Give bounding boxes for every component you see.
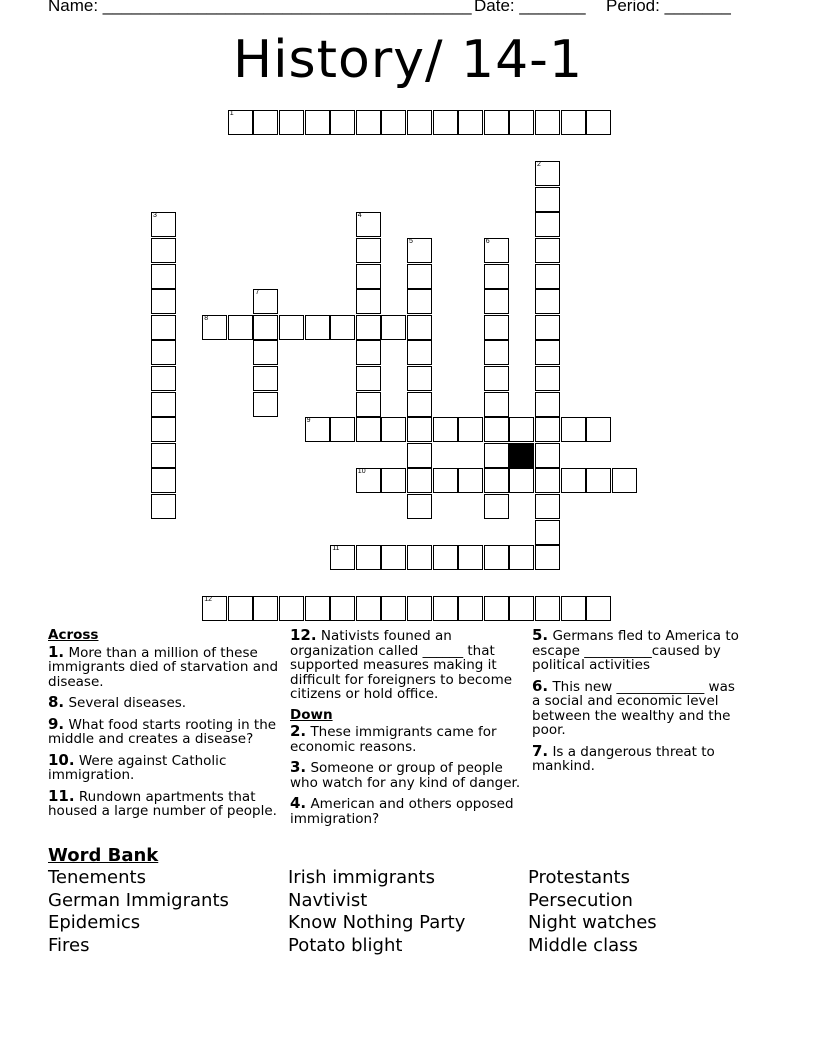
grid-cell[interactable]	[253, 110, 278, 135]
word-bank-item: Potato blight	[288, 934, 403, 956]
clues-column-3	[532, 628, 747, 780]
grid-cell[interactable]	[407, 110, 432, 135]
word-bank-item: Middle class	[528, 934, 638, 956]
grid-cell[interactable]	[586, 110, 611, 135]
grid-cell[interactable]	[484, 417, 509, 442]
grid-cell[interactable]	[484, 110, 509, 135]
grid-cell[interactable]	[433, 596, 458, 621]
name-field[interactable]: Name: _______________________________________	[48, 0, 472, 15]
grid-cell[interactable]	[305, 596, 330, 621]
word-bank-column-2	[288, 867, 465, 957]
grid-clue-number: 12	[204, 596, 212, 604]
grid-cell[interactable]	[407, 417, 432, 442]
grid-cell[interactable]	[433, 110, 458, 135]
clue-down-3: 3. Someone or group of people who watch for any kind of danger.	[290, 758, 521, 791]
grid-cell[interactable]	[151, 443, 176, 468]
grid-cell[interactable]	[535, 212, 560, 237]
grid-cell[interactable]	[586, 417, 611, 442]
grid-block	[509, 443, 534, 468]
clue-down-4: 4. American and others opposed immigration?	[290, 794, 514, 827]
grid-cell[interactable]	[151, 366, 176, 391]
grid-clue-number: 7	[255, 289, 260, 297]
grid-cell[interactable]	[407, 596, 432, 621]
grid-cell[interactable]	[151, 289, 176, 314]
grid-cell[interactable]	[535, 264, 560, 289]
grid-cell[interactable]	[330, 110, 355, 135]
grid-cell[interactable]	[253, 289, 278, 314]
grid-cell[interactable]	[509, 110, 534, 135]
grid-cell[interactable]	[484, 238, 509, 263]
grid-cell[interactable]	[484, 545, 509, 570]
grid-cell[interactable]	[253, 596, 278, 621]
grid-cell[interactable]	[535, 289, 560, 314]
grid-clue-number: 6	[485, 238, 490, 245]
grid-cell[interactable]	[330, 596, 355, 621]
grid-cell[interactable]	[484, 468, 509, 493]
grid-cell[interactable]	[433, 545, 458, 570]
grid-cell[interactable]	[535, 340, 560, 365]
word-bank-item: Protestants	[528, 867, 630, 888]
grid-cell[interactable]	[407, 315, 432, 340]
grid-cell[interactable]	[535, 392, 560, 417]
grid-cell[interactable]	[407, 366, 432, 391]
grid-cell[interactable]	[356, 340, 381, 365]
clues-column-2	[290, 628, 525, 832]
grid-cell[interactable]	[586, 596, 611, 621]
grid-cell[interactable]	[509, 468, 534, 493]
grid-cell[interactable]	[509, 417, 534, 442]
grid-cell[interactable]	[484, 264, 509, 289]
clue-across-1: 1. More than a million of these immigrants died of starvation and disease.	[48, 642, 279, 690]
across-heading: Across	[48, 627, 99, 643]
grid-cell[interactable]	[458, 596, 483, 621]
clue-across-9: 9. What food starts rooting in the middle and creates a disease?	[48, 714, 277, 747]
word-bank-item: German Immigrants	[48, 889, 229, 911]
grid-cell[interactable]	[433, 468, 458, 493]
grid-cell[interactable]	[612, 468, 637, 493]
grid-cell[interactable]	[356, 110, 381, 135]
grid-cell[interactable]	[407, 392, 432, 417]
grid-clue-number: 5	[409, 238, 413, 245]
grid-cell[interactable]	[407, 468, 432, 493]
grid-cell[interactable]	[407, 238, 432, 263]
grid-cell[interactable]	[381, 110, 406, 135]
grid-cell[interactable]	[356, 289, 381, 314]
grid-cell[interactable]	[356, 366, 381, 391]
clue-down-6: 6. This new _____________ was a social and economic level between the wealthy and the poor.	[532, 676, 735, 738]
grid-cell[interactable]	[484, 596, 509, 621]
page-title: History/ 14-1	[232, 30, 584, 90]
grid-cell[interactable]	[407, 289, 432, 314]
grid-cell[interactable]	[381, 545, 406, 570]
grid-cell[interactable]	[381, 596, 406, 621]
grid-cell[interactable]	[535, 238, 560, 263]
grid-cell[interactable]	[509, 596, 534, 621]
grid-cell[interactable]	[535, 468, 560, 493]
grid-cell[interactable]	[381, 417, 406, 442]
grid-cell[interactable]	[356, 417, 381, 442]
grid-cell[interactable]	[484, 392, 509, 417]
grid-cell[interactable]	[305, 110, 330, 135]
grid-cell[interactable]	[484, 366, 509, 391]
grid-cell[interactable]	[407, 494, 432, 519]
grid-cell[interactable]	[202, 315, 227, 340]
grid-cell[interactable]	[253, 315, 278, 340]
grid-cell[interactable]	[458, 468, 483, 493]
grid-cell[interactable]	[407, 545, 432, 570]
grid-cell[interactable]	[253, 340, 278, 365]
grid-cell[interactable]	[228, 110, 253, 135]
grid-cell[interactable]	[509, 545, 534, 570]
grid-cell[interactable]	[151, 315, 176, 340]
grid-cell[interactable]	[561, 417, 586, 442]
grid-cell[interactable]	[356, 545, 381, 570]
grid-cell[interactable]	[356, 468, 381, 493]
clues-column-1	[48, 628, 280, 825]
word-bank-item: Night watches	[528, 912, 657, 933]
grid-cell[interactable]	[356, 392, 381, 417]
word-bank-column-1	[48, 867, 229, 957]
period-field[interactable]: Period: _______	[606, 0, 731, 15]
grid-cell[interactable]	[561, 468, 586, 493]
grid-cell[interactable]	[151, 417, 176, 442]
word-bank-item: Persecution	[528, 889, 633, 911]
grid-cell[interactable]	[228, 315, 253, 340]
grid-cell[interactable]	[356, 238, 381, 263]
clue-across-11: 11. Rundown apartments that housed a large number of people.	[48, 786, 277, 819]
grid-cell[interactable]	[202, 596, 227, 621]
grid-cell[interactable]	[484, 315, 509, 340]
grid-cell[interactable]	[151, 494, 176, 519]
grid-cell[interactable]	[535, 494, 560, 519]
grid-cell[interactable]	[484, 340, 509, 365]
grid-cell[interactable]	[279, 596, 304, 621]
grid-cell[interactable]	[484, 443, 509, 468]
grid-cell[interactable]	[535, 366, 560, 391]
grid-clue-number: 3	[153, 212, 157, 220]
grid-cell[interactable]	[561, 110, 586, 135]
word-bank-item: Navtivist	[288, 889, 368, 911]
grid-cell[interactable]	[535, 443, 560, 468]
date-field[interactable]: Date: _______	[474, 0, 586, 15]
grid-cell[interactable]	[151, 392, 176, 417]
grid-cell[interactable]	[586, 468, 611, 493]
grid-cell[interactable]	[330, 417, 355, 442]
grid-cell[interactable]	[535, 110, 560, 135]
grid-cell[interactable]	[151, 340, 176, 365]
word-bank-item: Tenements	[48, 867, 146, 888]
grid-cell[interactable]	[151, 238, 176, 263]
grid-cell[interactable]	[407, 340, 432, 365]
grid-cell[interactable]	[458, 110, 483, 135]
grid-clue-number: 9	[306, 417, 311, 425]
clue-across-12: 12. Nativists founed an organization called ______ that supported measures making it difficult for foreigners to become citizens or hold office.	[290, 626, 513, 702]
word-bank-item: Irish immigrants	[288, 867, 435, 888]
grid-cell[interactable]	[279, 315, 304, 340]
grid-cell[interactable]	[228, 596, 253, 621]
grid-cell[interactable]	[356, 212, 381, 237]
grid-cell[interactable]	[535, 417, 560, 442]
grid-cell[interactable]	[305, 417, 330, 442]
grid-cell[interactable]	[535, 161, 560, 186]
grid-cell[interactable]	[356, 596, 381, 621]
grid-cell[interactable]	[458, 545, 483, 570]
grid-clue-number: 1	[229, 110, 234, 117]
word-bank-column-3	[528, 867, 657, 957]
grid-cell[interactable]	[535, 596, 560, 621]
grid-cell[interactable]	[381, 315, 406, 340]
grid-cell[interactable]	[433, 417, 458, 442]
clue-across-8: 8. Several diseases.	[48, 693, 187, 711]
grid-cell[interactable]	[407, 443, 432, 468]
grid-cell[interactable]	[356, 315, 381, 340]
grid-cell[interactable]	[535, 545, 560, 570]
down-heading: Down	[290, 706, 333, 723]
grid-clue-number: 4	[357, 212, 362, 220]
word-bank-heading: Word Bank	[48, 845, 159, 866]
word-bank-item: Epidemics	[48, 912, 141, 933]
grid-cell[interactable]	[561, 596, 586, 621]
grid-clue-number: 10	[357, 468, 366, 476]
grid-cell[interactable]	[330, 545, 355, 570]
grid-clue-number: 8	[204, 314, 209, 322]
grid-cell[interactable]	[535, 315, 560, 340]
grid-cell[interactable]	[535, 520, 560, 545]
grid-cell[interactable]	[381, 468, 406, 493]
grid-cell[interactable]	[458, 417, 483, 442]
word-bank-item: Know Nothing Party	[288, 912, 466, 933]
grid-cell[interactable]	[151, 264, 176, 289]
grid-cell[interactable]	[305, 315, 330, 340]
grid-cell[interactable]	[151, 212, 176, 237]
grid-cell[interactable]	[407, 264, 432, 289]
clue-down-2: 2. These immigrants came for economic reasons.	[290, 722, 497, 755]
clue-down-7: 7. Is a dangerous threat to mankind.	[532, 741, 715, 774]
grid-cell[interactable]	[484, 289, 509, 314]
grid-cell[interactable]	[253, 392, 278, 417]
grid-cell[interactable]	[279, 110, 304, 135]
grid-clue-number: 2	[537, 161, 541, 169]
grid-cell[interactable]	[330, 315, 355, 340]
grid-cell[interactable]	[484, 494, 509, 519]
word-bank-item: Fires	[48, 934, 90, 956]
grid-cell[interactable]	[151, 468, 176, 493]
clue-down-5: 5. Germans fled to America to escape __________caused by political activities	[532, 626, 739, 673]
grid-cell[interactable]	[253, 366, 278, 391]
grid-cell[interactable]	[356, 264, 381, 289]
clue-across-10: 10. Were against Catholic immigration.	[48, 750, 227, 783]
grid-clue-number: 11	[332, 545, 340, 553]
grid-cell[interactable]	[535, 187, 560, 212]
